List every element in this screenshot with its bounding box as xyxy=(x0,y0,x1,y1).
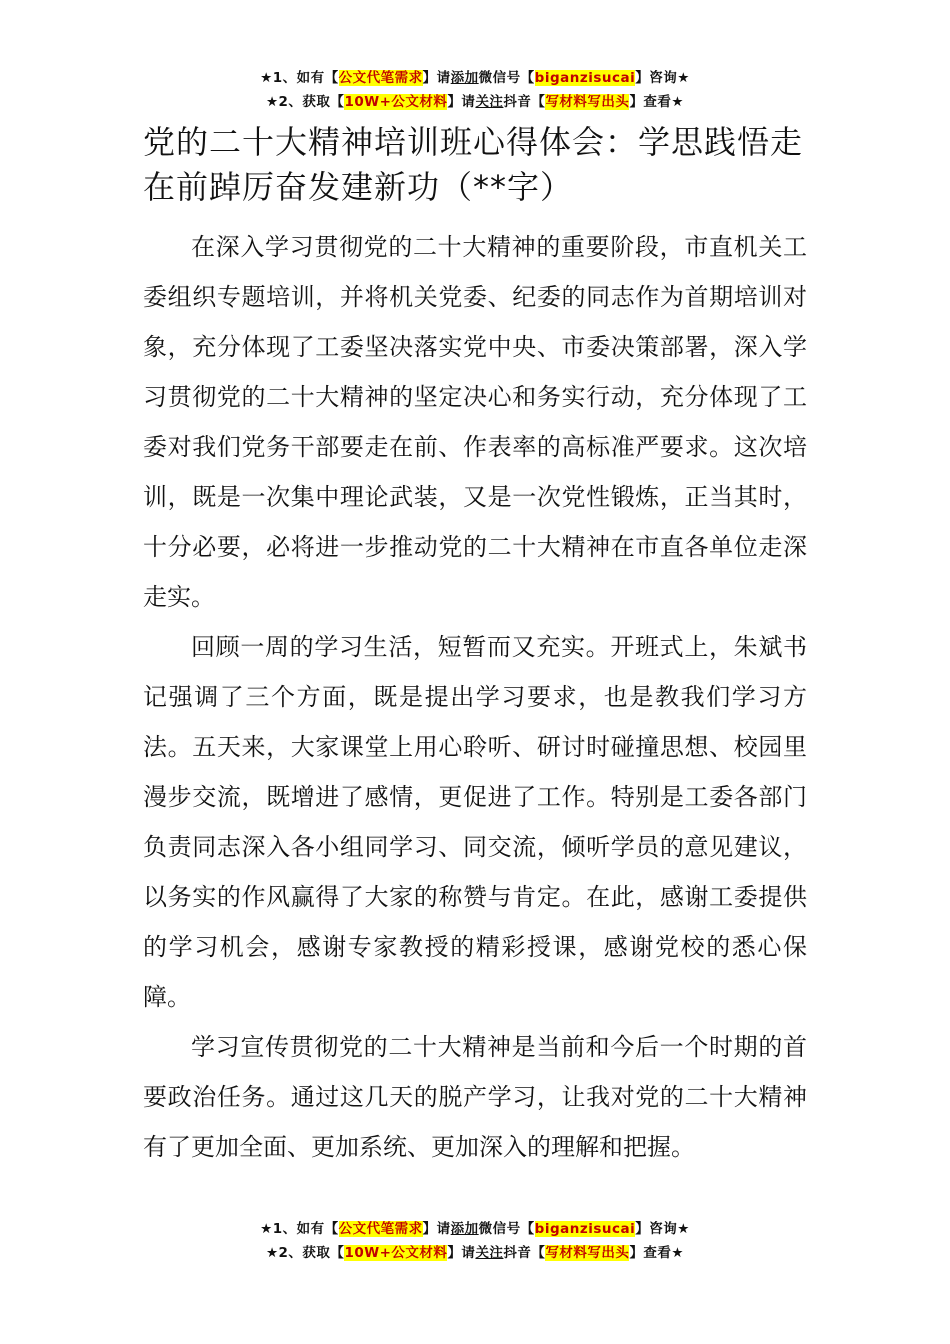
document-page xyxy=(143,66,807,1172)
promo-text: 微信号【 xyxy=(478,70,535,86)
promo-text: 】查看★ xyxy=(629,94,685,110)
promo-highlight: 10W+公文材料 xyxy=(344,1245,448,1261)
promo-text: ★1、如有【 xyxy=(260,70,339,86)
promo-header xyxy=(143,66,807,114)
promo-text: ★1、如有【 xyxy=(260,1221,339,1237)
promo-wechat-id: biganzisucai xyxy=(534,1221,636,1237)
promo-highlight: 公文代笔需求 xyxy=(338,70,423,86)
promo-text: 】请 xyxy=(422,1221,451,1237)
promo-footer xyxy=(143,1217,807,1265)
promo-text: 】咨询★ xyxy=(635,1221,690,1237)
promo-highlight: 10W+公文材料 xyxy=(344,94,448,110)
document-title: 党的二十大精神培训班心得体会：学思践悟走在前踔厉奋发建新功（**字） xyxy=(143,123,804,206)
promo-text: 抖音【 xyxy=(503,94,546,110)
promo-text: 微信号【 xyxy=(478,1221,535,1237)
body-paragraph: 回顾一周的学习生活，短暂而又充实。开班式上，朱斌书记强调了三个方面，既是提出学习要求，也是教我们学习方法。五天来，大家课堂上用心聆听、研讨时碰撞思想、校园里漫步交流，既增进了感情，更促进了工作。特别是工委各部门负责同志深入各小组同学习、同交流，倾听学员的意见建议，以务实的作风赢得了大家的称赞与肯定。在此，感谢工委提供的学习机会，感谢专家教授的精彩授课，感谢党校的悉心保障。 xyxy=(143,633,807,1011)
promo-text: ★2、获取【 xyxy=(265,94,345,110)
promo-line-2 xyxy=(143,90,807,114)
promo-underlined: 添加 xyxy=(450,1221,479,1237)
promo-text: 】查看★ xyxy=(629,1245,685,1261)
promo-text: 】请 xyxy=(422,70,451,86)
promo-line-2 xyxy=(143,1241,807,1265)
promo-line-1 xyxy=(143,66,807,90)
body-paragraph: 学习宣传贯彻党的二十大精神是当前和今后一个时期的首要政治任务。通过这几天的脱产学习，让我对党的二十大精神有了更加全面、更加系统、更加深入的理解和把握。 xyxy=(143,1033,807,1161)
promo-text: ★2、获取【 xyxy=(265,1245,345,1261)
promo-douyin-name: 写材料写出头 xyxy=(545,94,630,110)
promo-underlined: 关注 xyxy=(475,94,504,110)
promo-underlined: 添加 xyxy=(450,70,479,86)
promo-text: 】请 xyxy=(447,94,476,110)
promo-douyin-name: 写材料写出头 xyxy=(545,1245,630,1261)
promo-text: 抖音【 xyxy=(503,1245,546,1261)
promo-underlined: 关注 xyxy=(475,1245,504,1261)
promo-text: 】咨询★ xyxy=(635,70,690,86)
promo-wechat-id: biganzisucai xyxy=(534,70,636,86)
promo-highlight: 公文代笔需求 xyxy=(338,1221,423,1237)
body-paragraph: 在深入学习贯彻党的二十大精神的重要阶段，市直机关工委组织专题培训，并将机关党委、纪委的同志作为首期培训对象，充分体现了工委坚决落实党中央、市委决策部署，深入学习贯彻党的二十大精神的坚定决心和务实行动，充分体现了工委对我们党务干部要走在前、作表率的高标准严要求。这次培训，既是一次集中理论武装，又是一次党性锻炼，正当其时，十分必要，必将进一步推动党的二十大精神在市直各单位走深走实。 xyxy=(143,233,807,611)
promo-text: 】请 xyxy=(447,1245,476,1261)
promo-line-1 xyxy=(143,1217,807,1241)
